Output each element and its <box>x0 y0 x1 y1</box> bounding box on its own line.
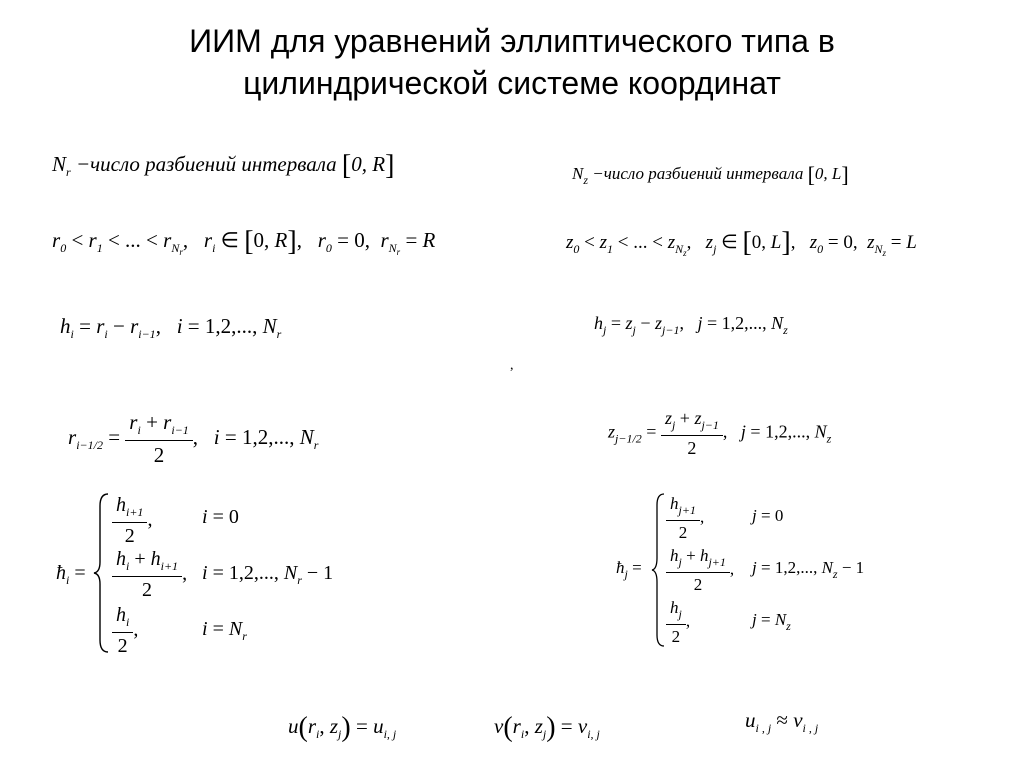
right-case-1: $\frac{h_{j+1}}{2}$ , <box>666 494 704 543</box>
left-case-3-cond: $i = N_r$ <box>202 618 247 643</box>
left-brace <box>92 492 112 654</box>
u-grid-function: $u(r_i$, $z_j) = u_{i, j}$ <box>288 712 397 743</box>
right-midpoint-formula: $z_{j-1/2}$ = $\frac{z_j + z_{j-1}}{2}$ , j = 1,2,..., $N_z$ <box>608 408 832 458</box>
left-hbar-symbol: $ħ_i$ = <box>56 562 86 587</box>
left-case-3: $\frac{h_i}{2}$ , <box>112 604 138 658</box>
title-line-2: цилиндрической системе координат <box>243 65 781 101</box>
right-definition-text: −число разбиений интервала <box>592 164 804 183</box>
v-grid-function: $v(r_i$, $z_j) = v_{i, j}$ <box>494 712 600 743</box>
right-step-formula: $h_j = z_j - z_{j-1}$, j = 1,2,..., $N_z$ <box>594 313 788 337</box>
right-hbar-symbol: $ħ_j$ = <box>616 558 642 581</box>
left-case-2-cond: i = 1,2,..., $N_r - 1$ <box>202 562 334 587</box>
left-step-formula: $h_i = r_i - r_{i-1}$, i = 1,2,..., $N_r$ <box>60 314 282 341</box>
right-case-1-cond: j = 0 <box>752 506 784 525</box>
approx-relation: $u_{i , j} \approx v_{i , j}$ <box>745 708 819 735</box>
left-case-1-cond: i = 0 <box>202 506 239 528</box>
left-case-2: $\frac{h_i + h_{i+1}}{2}$ , <box>112 548 187 602</box>
left-case-1: $\frac{h_{i+1}}{2}$ , <box>112 494 152 548</box>
right-grid-nodes: $z_0 < z_1$ < ... < $z_{N_z}$, $z_j$ ∈ [0, L], $z_0 = 0$, $z_{N_z} = L$ <box>566 227 917 258</box>
title-line-1: ИИМ для уравнений эллиптического типа в <box>189 23 835 59</box>
stray-comma: , <box>510 358 514 373</box>
left-grid-nodes: $r_0 < r_1$ < ... < $r_{N_r}$, $r_i$ ∈ [0, R], $r_0 = 0$, $r_{N_r} = R$ <box>52 226 436 257</box>
right-case-2: $\frac{h_j + h_{j+1}}{2}$ , <box>666 546 734 595</box>
right-case-3-cond: $j = N_z$ <box>752 610 791 633</box>
left-definition-text: −число разбиений интервала <box>75 152 337 176</box>
right-case-2-cond: j = 1,2,..., $N_z - 1$ <box>752 558 865 581</box>
slide-title <box>0 20 1024 104</box>
left-definition: $N_r$ −число разбиений интервала [0, R] <box>52 150 395 181</box>
right-case-3: $\frac{h_j}{2}$ , <box>666 598 690 647</box>
right-definition: $N_z$ −число разбиений интервала [0, L] <box>572 162 849 187</box>
left-midpoint-formula: $r_{i-1/2}$ = $\frac{r_i + r_{i-1}}{2}$ , i = 1,2,..., $N_r$ <box>68 410 319 467</box>
